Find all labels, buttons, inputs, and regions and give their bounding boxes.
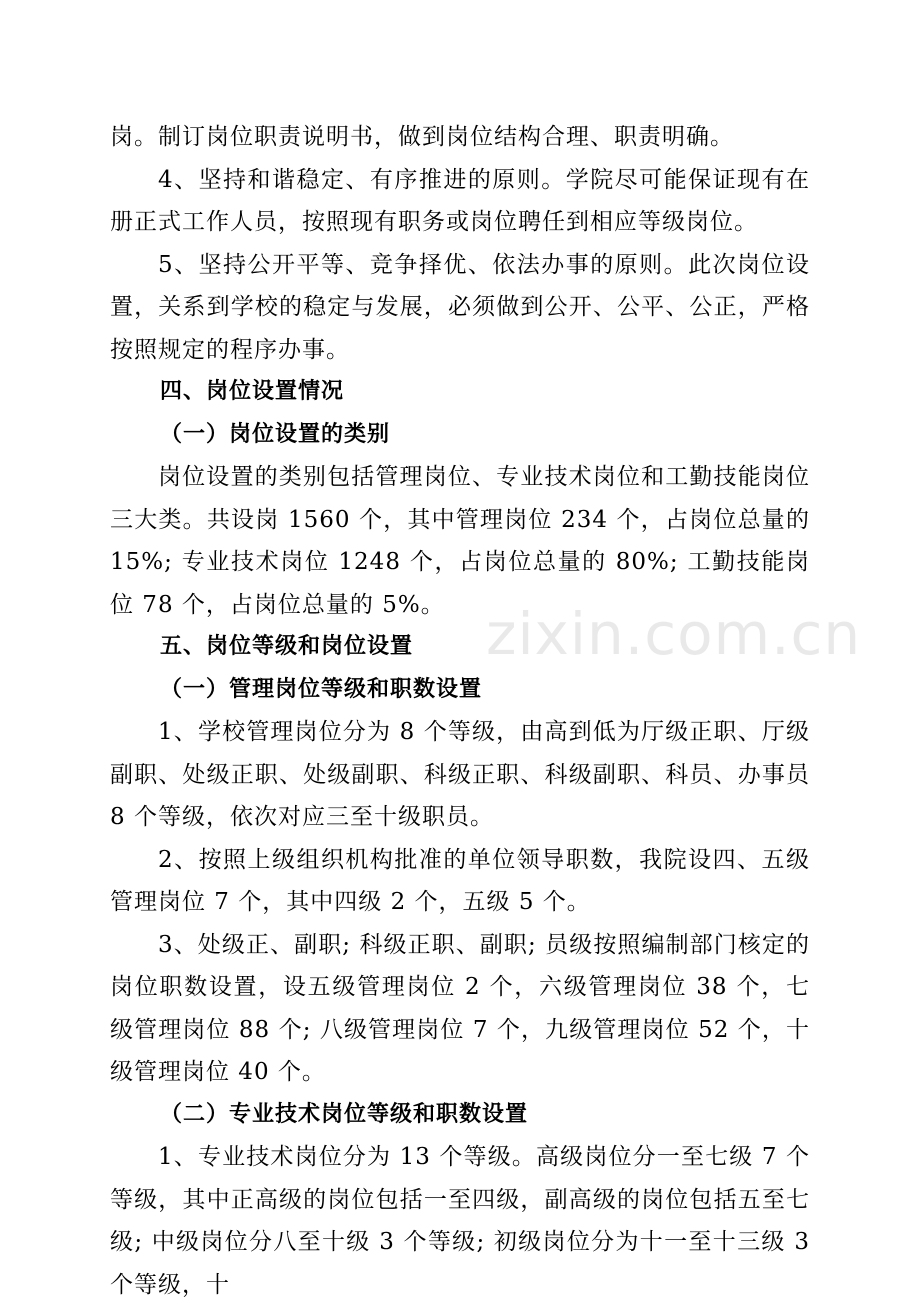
paragraph-technical-1: 1、专业技术岗位分为 13 个等级。高级岗位分一至七级 7 个等级，其中正高级的岗位包括一至四级，副高级的岗位包括五至七级; 中级岗位分八至十级 3 个等级; 初级岗位分为十一至十三级 3 个等级，十 bbox=[110, 1144, 810, 1298]
paragraph-management-3: 3、处级正、副职; 科级正职、副职; 员级按照编制部门核定的岗位职数设置，设五级管理岗位 2 个，六级管理岗位 38 个，七级管理岗位 88 个; 八级管理岗位 7 个，九级管理岗位 52 个，十级管理岗位 40 个。 bbox=[110, 931, 810, 1085]
subsection-heading-management: （一）管理岗位等级和职数设置 bbox=[160, 676, 483, 702]
paragraph-management-1: 1、学校管理岗位分为 8 个等级，由高到低为厅级正职、厅级副职、处级正职、处级副职、科级正职、科级副职、科员、办事员 8 个等级，依次对应三至十级职员。 bbox=[110, 719, 810, 830]
document-body bbox=[110, 116, 810, 1306]
paragraph-principle-5: 5、坚持公开平等、竞争择优、依法办事的原则。此次岗位设置，关系到学校的稳定与发展，必须做到公开、公平、公正，严格按照规定的程序办事。 bbox=[110, 251, 810, 363]
paragraph-continuation: 岗。制订岗位职责说明书，做到岗位结构合理、职责明确。 bbox=[110, 124, 734, 150]
paragraph-categories: 岗位设置的类别包括管理岗位、专业技术岗位和工勤技能岗位三大类。共设岗 1560 个，其中管理岗位 234 个，占岗位总量的 15%; 专业技术岗位 1248 个，占岗位总量的 80%; 工勤技能岗位 78 个，占岗位总量的 5%。 bbox=[110, 464, 810, 618]
paragraph-principle-4: 4、坚持和谐稳定、有序推进的原则。学院尽可能保证现有在册正式工作人员，按照现有职务或岗位聘任到相应等级岗位。 bbox=[110, 166, 810, 235]
subsection-heading-categories: （一）岗位设置的类别 bbox=[160, 421, 391, 447]
section-heading-4: 四、岗位设置情况 bbox=[160, 379, 345, 404]
subsection-heading-technical: （二）专业技术岗位等级和职数设置 bbox=[160, 1101, 529, 1127]
paragraph-management-2: 2、按照上级组织机构批准的单位领导职数，我院设四、五级管理岗位 7 个，其中四级 2 个，五级 5 个。 bbox=[110, 846, 810, 915]
watermark: zixin.com.cn bbox=[486, 600, 862, 668]
section-heading-5: 五、岗位等级和岗位设置 bbox=[160, 634, 414, 659]
